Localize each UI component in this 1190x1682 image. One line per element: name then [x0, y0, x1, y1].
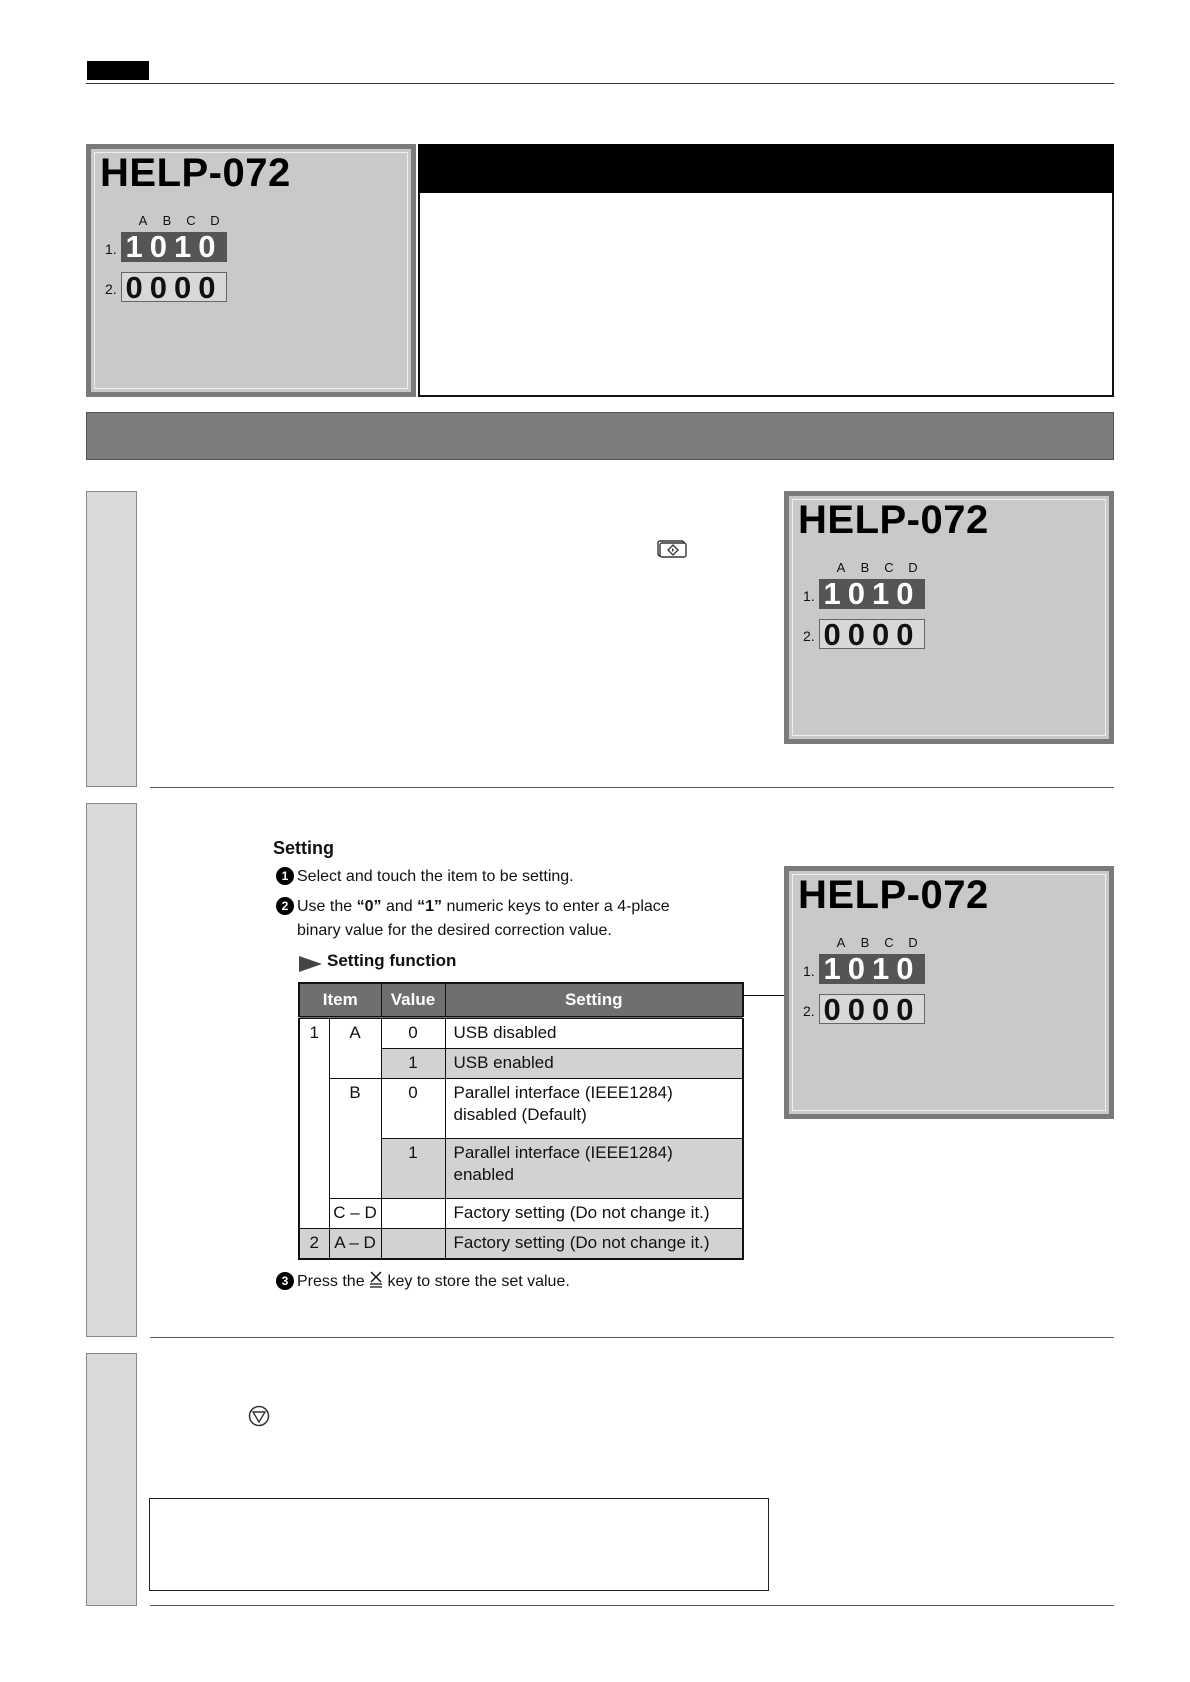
lcd-col-d: D: [210, 213, 220, 228]
table-row: [299, 1199, 743, 1229]
lcd-title: HELP-072: [798, 873, 989, 917]
setting-instruction-3: [276, 1270, 570, 1294]
key-1-label: “1”: [417, 898, 442, 915]
note-box: [149, 1498, 769, 1591]
sub-item-b: B: [329, 1079, 381, 1199]
sub-item-a-d: A – D: [329, 1229, 381, 1259]
setting-instruction-2: [276, 895, 670, 919]
value-cell-empty: [381, 1199, 445, 1229]
value-cell: 1: [381, 1139, 445, 1199]
setting-cell: Factory setting (Do not change it.): [445, 1229, 743, 1259]
setting-line-2: enabled: [453, 1165, 515, 1184]
instruction-3-text-b: key to store the set value.: [383, 1273, 570, 1290]
page-header-rule: [86, 83, 1114, 84]
page-header-tab: [87, 61, 149, 80]
lcd-col-b: B: [860, 560, 870, 575]
value-cell: 1: [381, 1049, 445, 1079]
step-2-lcd-panel: [784, 866, 1114, 1119]
lcd-col-d: D: [908, 560, 918, 575]
setting-function-title: Setting function: [327, 951, 457, 970]
bullet-3-icon: 3: [276, 1272, 294, 1290]
step-separator: [150, 787, 1114, 788]
instruction-2-line2: binary value for the desired correction value.: [297, 922, 612, 939]
setting-cell: [445, 1139, 743, 1199]
item-number-2: 2: [299, 1229, 329, 1259]
lcd-column-labels: [829, 935, 925, 950]
lcd-col-d: D: [908, 935, 918, 950]
lcd-row2-value[interactable]: 0000: [819, 994, 925, 1024]
instruction-3-text-a: Press the: [297, 1273, 370, 1290]
table-row: [299, 1229, 743, 1259]
step-separator: [150, 1337, 1114, 1338]
setting-line-1: Parallel interface (IEEE1284): [453, 1083, 673, 1102]
header-setting: Setting: [445, 983, 743, 1018]
step-2-marker: [86, 803, 137, 1337]
instruction-2-text-a: Use the: [297, 898, 357, 915]
header-lcd-panel: [86, 144, 416, 397]
procedure-band: [86, 412, 1114, 460]
header-value: Value: [381, 983, 445, 1018]
lcd-col-a: A: [836, 935, 846, 950]
step-3-marker: [86, 1353, 137, 1606]
table-row: [299, 1018, 743, 1049]
setting-function-table: [298, 982, 744, 1260]
item-number-1: 1: [299, 1018, 329, 1229]
step-1-marker: [86, 491, 137, 787]
step-1-lcd-panel: [784, 491, 1114, 744]
lcd-row2-value[interactable]: 0000: [819, 619, 925, 649]
lcd-row1-label: 1.: [803, 588, 815, 604]
lcd-col-b: B: [860, 935, 870, 950]
setting-line-2: disabled (Default): [453, 1105, 587, 1124]
lcd-column-labels: [131, 213, 227, 228]
lcd-title: HELP-072: [100, 151, 291, 195]
lcd-row2-value[interactable]: 0000: [121, 272, 227, 302]
instruction-2-text-c: numeric keys to enter a 4-place: [442, 898, 670, 915]
lcd-row2-label: 2.: [105, 281, 117, 297]
lcd-column-labels: [829, 560, 925, 575]
setting-cell: Factory setting (Do not change it.): [445, 1199, 743, 1229]
sub-item-c-d: C – D: [329, 1199, 381, 1229]
lcd-col-c: C: [186, 213, 196, 228]
sub-item-a: A: [329, 1018, 381, 1079]
table-row: [299, 1079, 743, 1139]
instruction-2-text-b: and: [381, 898, 418, 915]
key-0-label: “0”: [356, 898, 382, 915]
lcd-row2-label: 2.: [803, 628, 815, 644]
lcd-col-c: C: [884, 935, 894, 950]
lcd-row1-value[interactable]: 1010: [121, 232, 227, 262]
lcd-col-a: A: [138, 213, 148, 228]
lcd-row2-label: 2.: [803, 1003, 815, 1019]
value-cell: 0: [381, 1079, 445, 1139]
lcd-row1-label: 1.: [105, 241, 117, 257]
setting-cell: USB disabled: [445, 1018, 743, 1049]
header-item: Item: [299, 983, 381, 1018]
setting-title: Setting: [273, 838, 334, 858]
table-header-row: [299, 983, 743, 1018]
lcd-title: HELP-072: [798, 498, 989, 542]
value-cell: 0: [381, 1018, 445, 1049]
start-key-icon: [657, 540, 687, 558]
setting-instruction-1: [276, 865, 574, 889]
value-cell-empty: [381, 1229, 445, 1259]
bullet-1-icon: 1: [276, 867, 294, 885]
instruction-1-text: Select and touch the item to be setting.: [297, 868, 574, 885]
lcd-row1-value[interactable]: 1010: [819, 579, 925, 609]
lcd-col-b: B: [162, 213, 172, 228]
bullet-2-icon: 2: [276, 897, 294, 915]
header-title-bar: [418, 144, 1114, 193]
stop-key-icon: [248, 1405, 270, 1427]
lcd-col-c: C: [884, 560, 894, 575]
triangle-arrow-icon: [299, 955, 323, 973]
lcd-row1-label: 1.: [803, 963, 815, 979]
store-key-icon: [369, 1271, 383, 1288]
lcd-col-a: A: [836, 560, 846, 575]
setting-cell: [445, 1079, 743, 1139]
bottom-separator: [150, 1605, 1114, 1606]
lcd-row1-value[interactable]: 1010: [819, 954, 925, 984]
setting-line-1: Parallel interface (IEEE1284): [453, 1143, 673, 1162]
setting-cell: USB enabled: [445, 1049, 743, 1079]
